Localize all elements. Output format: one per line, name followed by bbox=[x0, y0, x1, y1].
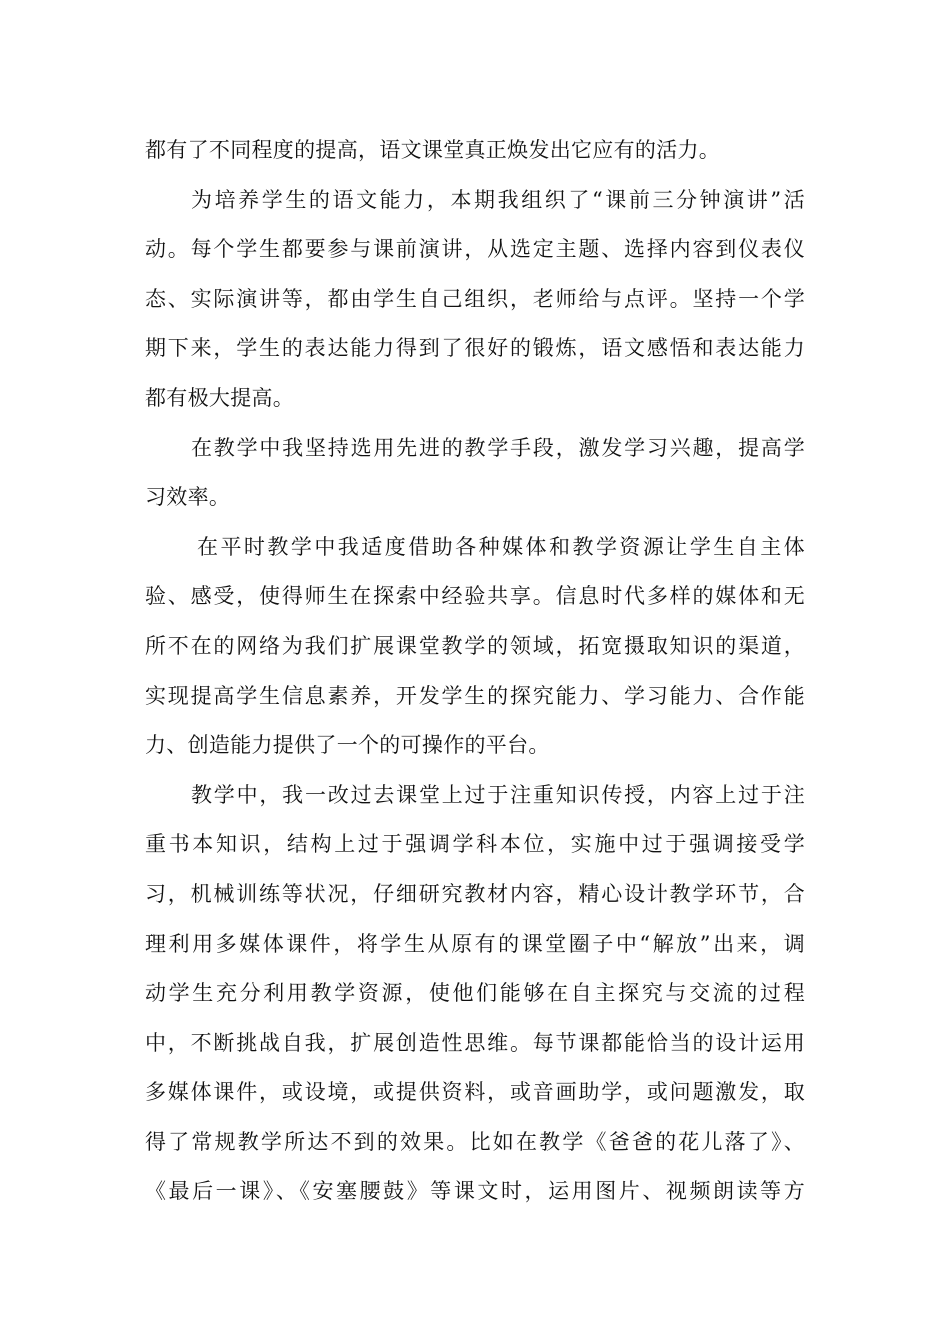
text-line: 理利用多媒体课件，将学生从原有的课堂圈子中“解放”出来，调 bbox=[145, 931, 805, 956]
text-line: 得了常规教学所达不到的效果。比如在教学《爸爸的花儿落了》、 bbox=[145, 1129, 805, 1154]
text-line: 动学生充分利用教学资源，使他们能够在自主探究与交流的过程 bbox=[145, 981, 805, 1006]
text-line: 在平时教学中我适度借助各种媒体和教学资源让学生自主体 bbox=[197, 534, 805, 559]
text-line: 重书本知识，结构上过于强调学科本位，实施中过于强调接受学 bbox=[145, 832, 805, 857]
text-line: 力、创造能力提供了一个的可操作的平台。 bbox=[145, 733, 550, 758]
text-line: 教学中，我一改过去课堂上过于注重知识传授，内容上过于注 bbox=[191, 782, 805, 807]
text-line: 在教学中我坚持选用先进的教学手段，激发学习兴趣，提高学 bbox=[191, 435, 805, 460]
text-line: 都有极大提高。 bbox=[145, 385, 295, 410]
text-line: 多媒体课件，或设境，或提供资料，或音画助学，或问题激发，取 bbox=[145, 1080, 805, 1105]
text-line: 实现提高学生信息素养，开发学生的探究能力、学习能力、合作能 bbox=[145, 683, 805, 708]
text-line: 为培养学生的语文能力，本期我组织了“课前三分钟演讲”活 bbox=[191, 187, 805, 212]
text-line: 期下来，学生的表达能力得到了很好的锻炼，语文感悟和表达能力 bbox=[145, 336, 805, 361]
text-line: 动。每个学生都要参与课前演讲，从选定主题、选择内容到仪表仪 bbox=[145, 237, 805, 262]
text-line: 所不在的网络为我们扩展课堂教学的领域，拓宽摄取知识的渠道， bbox=[145, 633, 805, 658]
text-line: 态、实际演讲等，都由学生自己组织，老师给与点评。坚持一个学 bbox=[145, 286, 805, 311]
text-line: 《最后一课》、《安塞腰鼓》等课文时，运用图片、视频朗读等方 bbox=[145, 1179, 805, 1204]
text-line: 验、感受，使得师生在探索中经验共享。信息时代多样的媒体和无 bbox=[145, 584, 805, 609]
text-line: 都有了不同程度的提高，语文课堂真正焕发出它应有的活力。 bbox=[145, 138, 721, 162]
text-line: 习效率。 bbox=[145, 485, 231, 510]
body-text bbox=[145, 126, 805, 1217]
text-line: 中，不断挑战自我，扩展创造性思维。每节课都能恰当的设计运用 bbox=[145, 1030, 805, 1055]
text-line: 习，机械训练等状况，仔细研究教材内容，精心设计教学环节，合 bbox=[145, 881, 805, 906]
